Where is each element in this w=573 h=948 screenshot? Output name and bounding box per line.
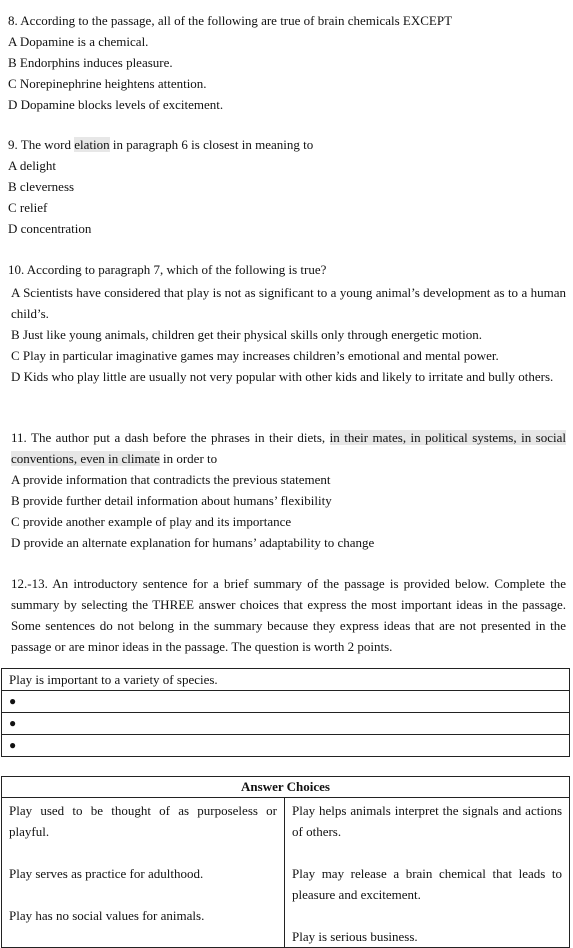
question-9-option-d[interactable]: D concentration <box>8 221 92 236</box>
answer-choices-header: Answer Choices <box>2 777 570 798</box>
question-10-option-d[interactable]: D Kids who play little are usually not very popular with other kids and likely to irritate and bully others. <box>11 369 554 384</box>
question-12-13 <box>8 573 566 657</box>
question-11-option-c[interactable]: C provide another example of play and its importance <box>11 514 292 529</box>
summary-slot-2[interactable]: ● <box>2 713 570 735</box>
question-11-stem-start: 11. The author put a dash before the phrases in their diets, <box>11 430 330 445</box>
question-8-option-a[interactable]: A Dopamine is a chemical. <box>8 34 149 49</box>
question-8-option-d[interactable]: D Dopamine blocks levels of excitement. <box>8 97 224 112</box>
answer-choice-right-2[interactable]: Play may release a brain chemical that leads to pleasure and excitement. <box>292 866 562 902</box>
question-10-option-a[interactable]: A Scientists have considered that play is not as significant to a young animal’s development as to a human child’s. <box>11 285 566 321</box>
question-8-option-c[interactable]: C Norepinephrine heightens attention. <box>8 76 207 91</box>
question-11-stem-end: in order to <box>159 451 218 466</box>
question-9-stem-start: 9. The word <box>8 137 75 152</box>
question-9-option-a[interactable]: A delight <box>8 158 57 173</box>
question-9-option-b[interactable]: B cleverness <box>8 179 75 194</box>
question-11-option-a[interactable]: A provide information that contradicts the previous statement <box>11 472 331 487</box>
question-10-option-b[interactable]: B Just like young animals, children get their physical skills only through energetic motion. <box>11 327 482 342</box>
question-8-option-b[interactable]: B Endorphins induces pleasure. <box>8 55 173 70</box>
summary-slot-1[interactable]: ● <box>2 691 570 713</box>
question-10-option-c[interactable]: C Play in particular imaginative games may increases children’s emotional and mental power. <box>11 348 499 363</box>
answer-choice-right-1[interactable]: Play helps animals interpret the signals and actions of others. <box>292 803 562 839</box>
question-11-stem <box>8 427 566 469</box>
question-9-stem <box>8 134 566 155</box>
question-9-stem-end: in paragraph 6 is closest in meaning to <box>109 137 314 152</box>
summary-table <box>1 668 570 757</box>
question-10 <box>8 259 566 387</box>
answer-choice-right-3[interactable]: Play is serious business. <box>292 929 418 944</box>
question-9-option-c[interactable]: C relief <box>8 200 48 215</box>
answer-choices-table <box>1 776 570 948</box>
answer-choice-left-2[interactable]: Play serves as practice for adulthood. <box>9 866 204 881</box>
question-11 <box>8 427 566 553</box>
question-8 <box>8 10 566 115</box>
question-12-13-instructions: 12.-13. An introductory sentence for a brief summary of the passage is provided below. Complete the summary by selecting the THREE answer choices that express the most important ideas in the passage. Some sentences do not belong in the summary because they express ideas that are not presented in the passage or are minor ideas in the passage. The question is worth 2 points. <box>11 576 566 654</box>
question-8-stem: 8. According to the passage, all of the following are true of brain chemicals EXCEPT <box>8 13 453 28</box>
summary-slot-3[interactable]: ● <box>2 735 570 757</box>
answer-choices-left-column <box>2 798 285 948</box>
question-11-option-b[interactable]: B provide further detail information about humans’ flexibility <box>11 493 332 508</box>
question-11-option-d[interactable]: D provide an alternate explanation for humans’ adaptability to change <box>11 535 375 550</box>
answer-choice-left-3[interactable]: Play has no social values for animals. <box>9 908 205 923</box>
question-9-highlighted-word: elation <box>74 137 110 152</box>
answer-choices-right-column <box>285 798 570 948</box>
answer-choice-left-1[interactable]: Play used to be thought of as purposeless or playful. <box>9 803 277 839</box>
summary-intro: Play is important to a variety of species. <box>2 669 570 691</box>
question-10-stem: 10. According to paragraph 7, which of the following is true? <box>8 262 327 277</box>
question-11-highlighted-phrases: in their mates, in political systems, in social conventions, even in climate <box>11 430 566 466</box>
question-9 <box>8 134 566 239</box>
